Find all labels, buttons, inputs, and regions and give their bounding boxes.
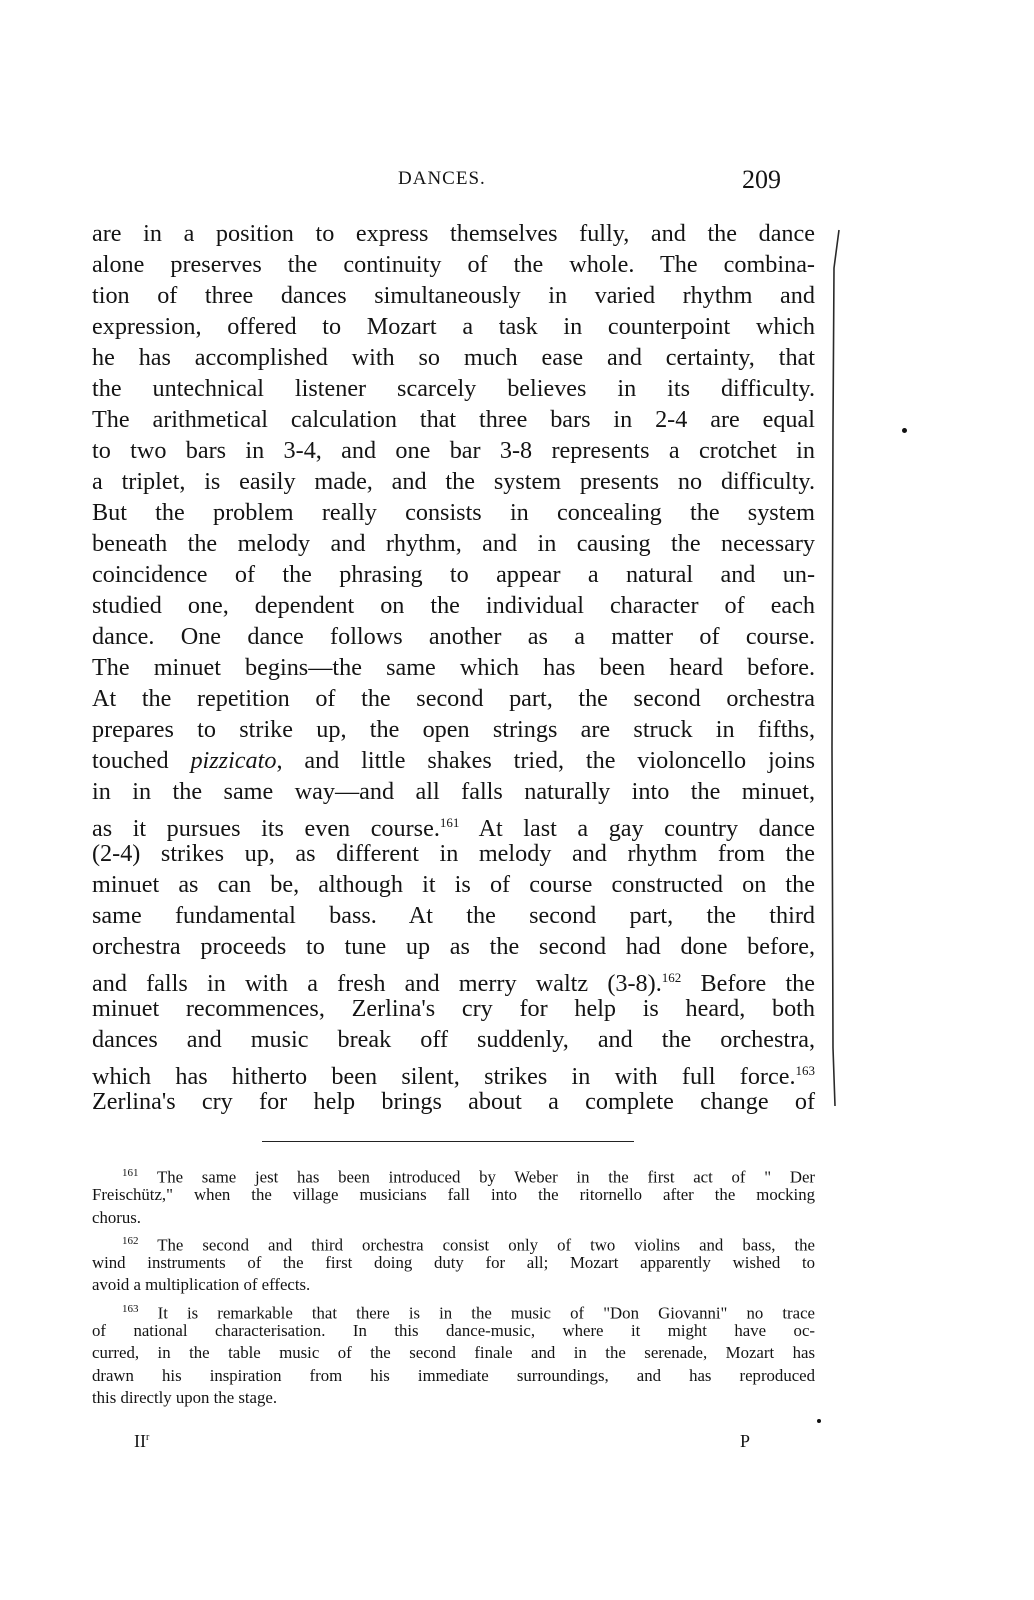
- text-line: same fundamental bass. At the second part, the third: [92, 902, 815, 929]
- margin-dot: [817, 1419, 821, 1423]
- margin-dot: [902, 428, 907, 433]
- footnote-divider: [262, 1141, 634, 1142]
- text-line: prepares to strike up, the open strings are struck in fifths,: [92, 716, 815, 743]
- body-text: [92, 218, 815, 1117]
- text-fragment: The same jest has been introduced by Weber in the first act of " Der: [138, 1167, 815, 1187]
- footnote-line: of national characterisation. In this dance-music, where it might have oc-: [92, 1321, 815, 1341]
- text-line: [92, 962, 816, 998]
- footnote-line: chorus.: [92, 1207, 141, 1227]
- running-title: DANCES.: [398, 168, 486, 189]
- footnote-ref-161: 161: [439, 815, 460, 830]
- text-line: studied one, dependent on the individual character of each: [92, 592, 815, 619]
- text-fragment: Before the: [681, 970, 816, 998]
- footnote-line: curred, in the table music of the second finale and in the serenade, Mozart has: [92, 1343, 815, 1363]
- text-line: minuet as can be, although it is of course constructed on the: [92, 871, 815, 898]
- text-line: he has accomplished with so much ease and certainty, that: [92, 344, 815, 371]
- text-fragment: and falls in with a fresh and merry waltz (3-8).: [92, 970, 662, 998]
- text-fragment: It is remarkable that there is in the music of "Don Giovanni" no trace: [138, 1303, 815, 1323]
- footnote-marker: 163: [122, 1302, 139, 1315]
- text-line: The minuet begins—the same which has been heard before.: [92, 654, 815, 681]
- text-fragment: touched: [92, 747, 169, 774]
- footnote-line: Freischütz," when the village musicians fall into the ritornello after the mocking: [92, 1185, 815, 1205]
- text-line: [92, 745, 815, 776]
- text-line: At the repetition of the second part, the second orchestra: [92, 685, 815, 712]
- text-fragment: The second and third orchestra consist only of two violins and bass, the: [138, 1235, 815, 1255]
- text-line: in in the same way—and all falls naturally into the minuet,: [92, 778, 815, 805]
- text-line: a triplet, is easily made, and the system presents no difficulty.: [92, 468, 815, 495]
- footnote-162: [92, 1230, 815, 1297]
- footnote-161: [92, 1162, 815, 1229]
- sheet-signature: P: [740, 1431, 751, 1451]
- text-line: tion of three dances simultaneously in varied rhythm and: [92, 282, 815, 309]
- footnote-line: this directly upon the stage.: [92, 1387, 278, 1407]
- text-line: (2-4) strikes up, as different in melody and rhythm from the: [92, 840, 815, 867]
- margin-line-mark: [818, 228, 842, 1108]
- footnote-line: [92, 1298, 815, 1323]
- text-line: But the problem really consists in concealing the system: [92, 499, 815, 526]
- footnote-line: [92, 1230, 815, 1255]
- footnote-ref-163: 163: [795, 1063, 815, 1078]
- text-line: to two bars in 3-4, and one bar 3-8 represents a crotchet in: [92, 437, 815, 464]
- text-line: coincidence of the phrasing to appear a natural and un-: [92, 561, 815, 588]
- footnotes: [92, 1162, 815, 1410]
- text-fragment: , and little shakes tried, the violoncello joins: [276, 747, 815, 774]
- footnote-line: [92, 1162, 815, 1187]
- text-line: beneath the melody and rhythm, and in causing the necessary: [92, 530, 815, 557]
- text-line: alone preserves the continuity of the whole. The combina-: [92, 251, 815, 278]
- footnote-ref-162: 162: [661, 970, 682, 985]
- footnote-line: wind instruments of the first doing duty for all; Mozart apparently wished to: [92, 1253, 815, 1273]
- footnote-marker: 161: [122, 1167, 139, 1179]
- running-header: [0, 165, 1034, 198]
- text-line: the untechnical listener scarcely believes in its difficulty.: [92, 375, 815, 402]
- text-line: minuet recommences, Zerlina's cry for help is heard, both: [92, 995, 815, 1022]
- volume-mark: [134, 1431, 149, 1452]
- italic-term: pizzicato: [190, 747, 277, 774]
- signature-line: [0, 1431, 1034, 1461]
- text-line: expression, offered to Mozart a task in counterpoint which: [92, 313, 815, 340]
- text-line: The arithmetical calculation that three bars in 2-4 are equal: [92, 406, 815, 433]
- text-line: [92, 1055, 815, 1091]
- text-line: [92, 807, 815, 843]
- volume-number: II: [134, 1431, 146, 1451]
- text-fragment: which has hitherto been silent, strikes in with full force.: [92, 1063, 796, 1091]
- text-line: dance. One dance follows another as a matter of course.: [92, 623, 815, 650]
- text-line: are in a position to express themselves fully, and the dance: [92, 220, 815, 247]
- footnote-marker: 162: [122, 1234, 139, 1247]
- page-number: 209: [742, 165, 781, 194]
- footnote-line: drawn his inspiration from his immediate surroundings, and has reproduced: [92, 1365, 815, 1385]
- text-fragment: At last a gay country dance: [459, 815, 815, 843]
- text-line: dances and music break off suddenly, and the orchestra,: [92, 1026, 815, 1053]
- footnote-163: [92, 1298, 815, 1409]
- footnote-line: avoid a multiplication of effects.: [92, 1275, 311, 1295]
- text-line: orchestra proceeds to tune up as the second had done before,: [92, 933, 815, 960]
- text-fragment: as it pursues its even course.: [92, 815, 440, 843]
- text-line: Zerlina's cry for help brings about a complete change of: [92, 1088, 815, 1115]
- volume-superscript: r: [146, 1432, 150, 1443]
